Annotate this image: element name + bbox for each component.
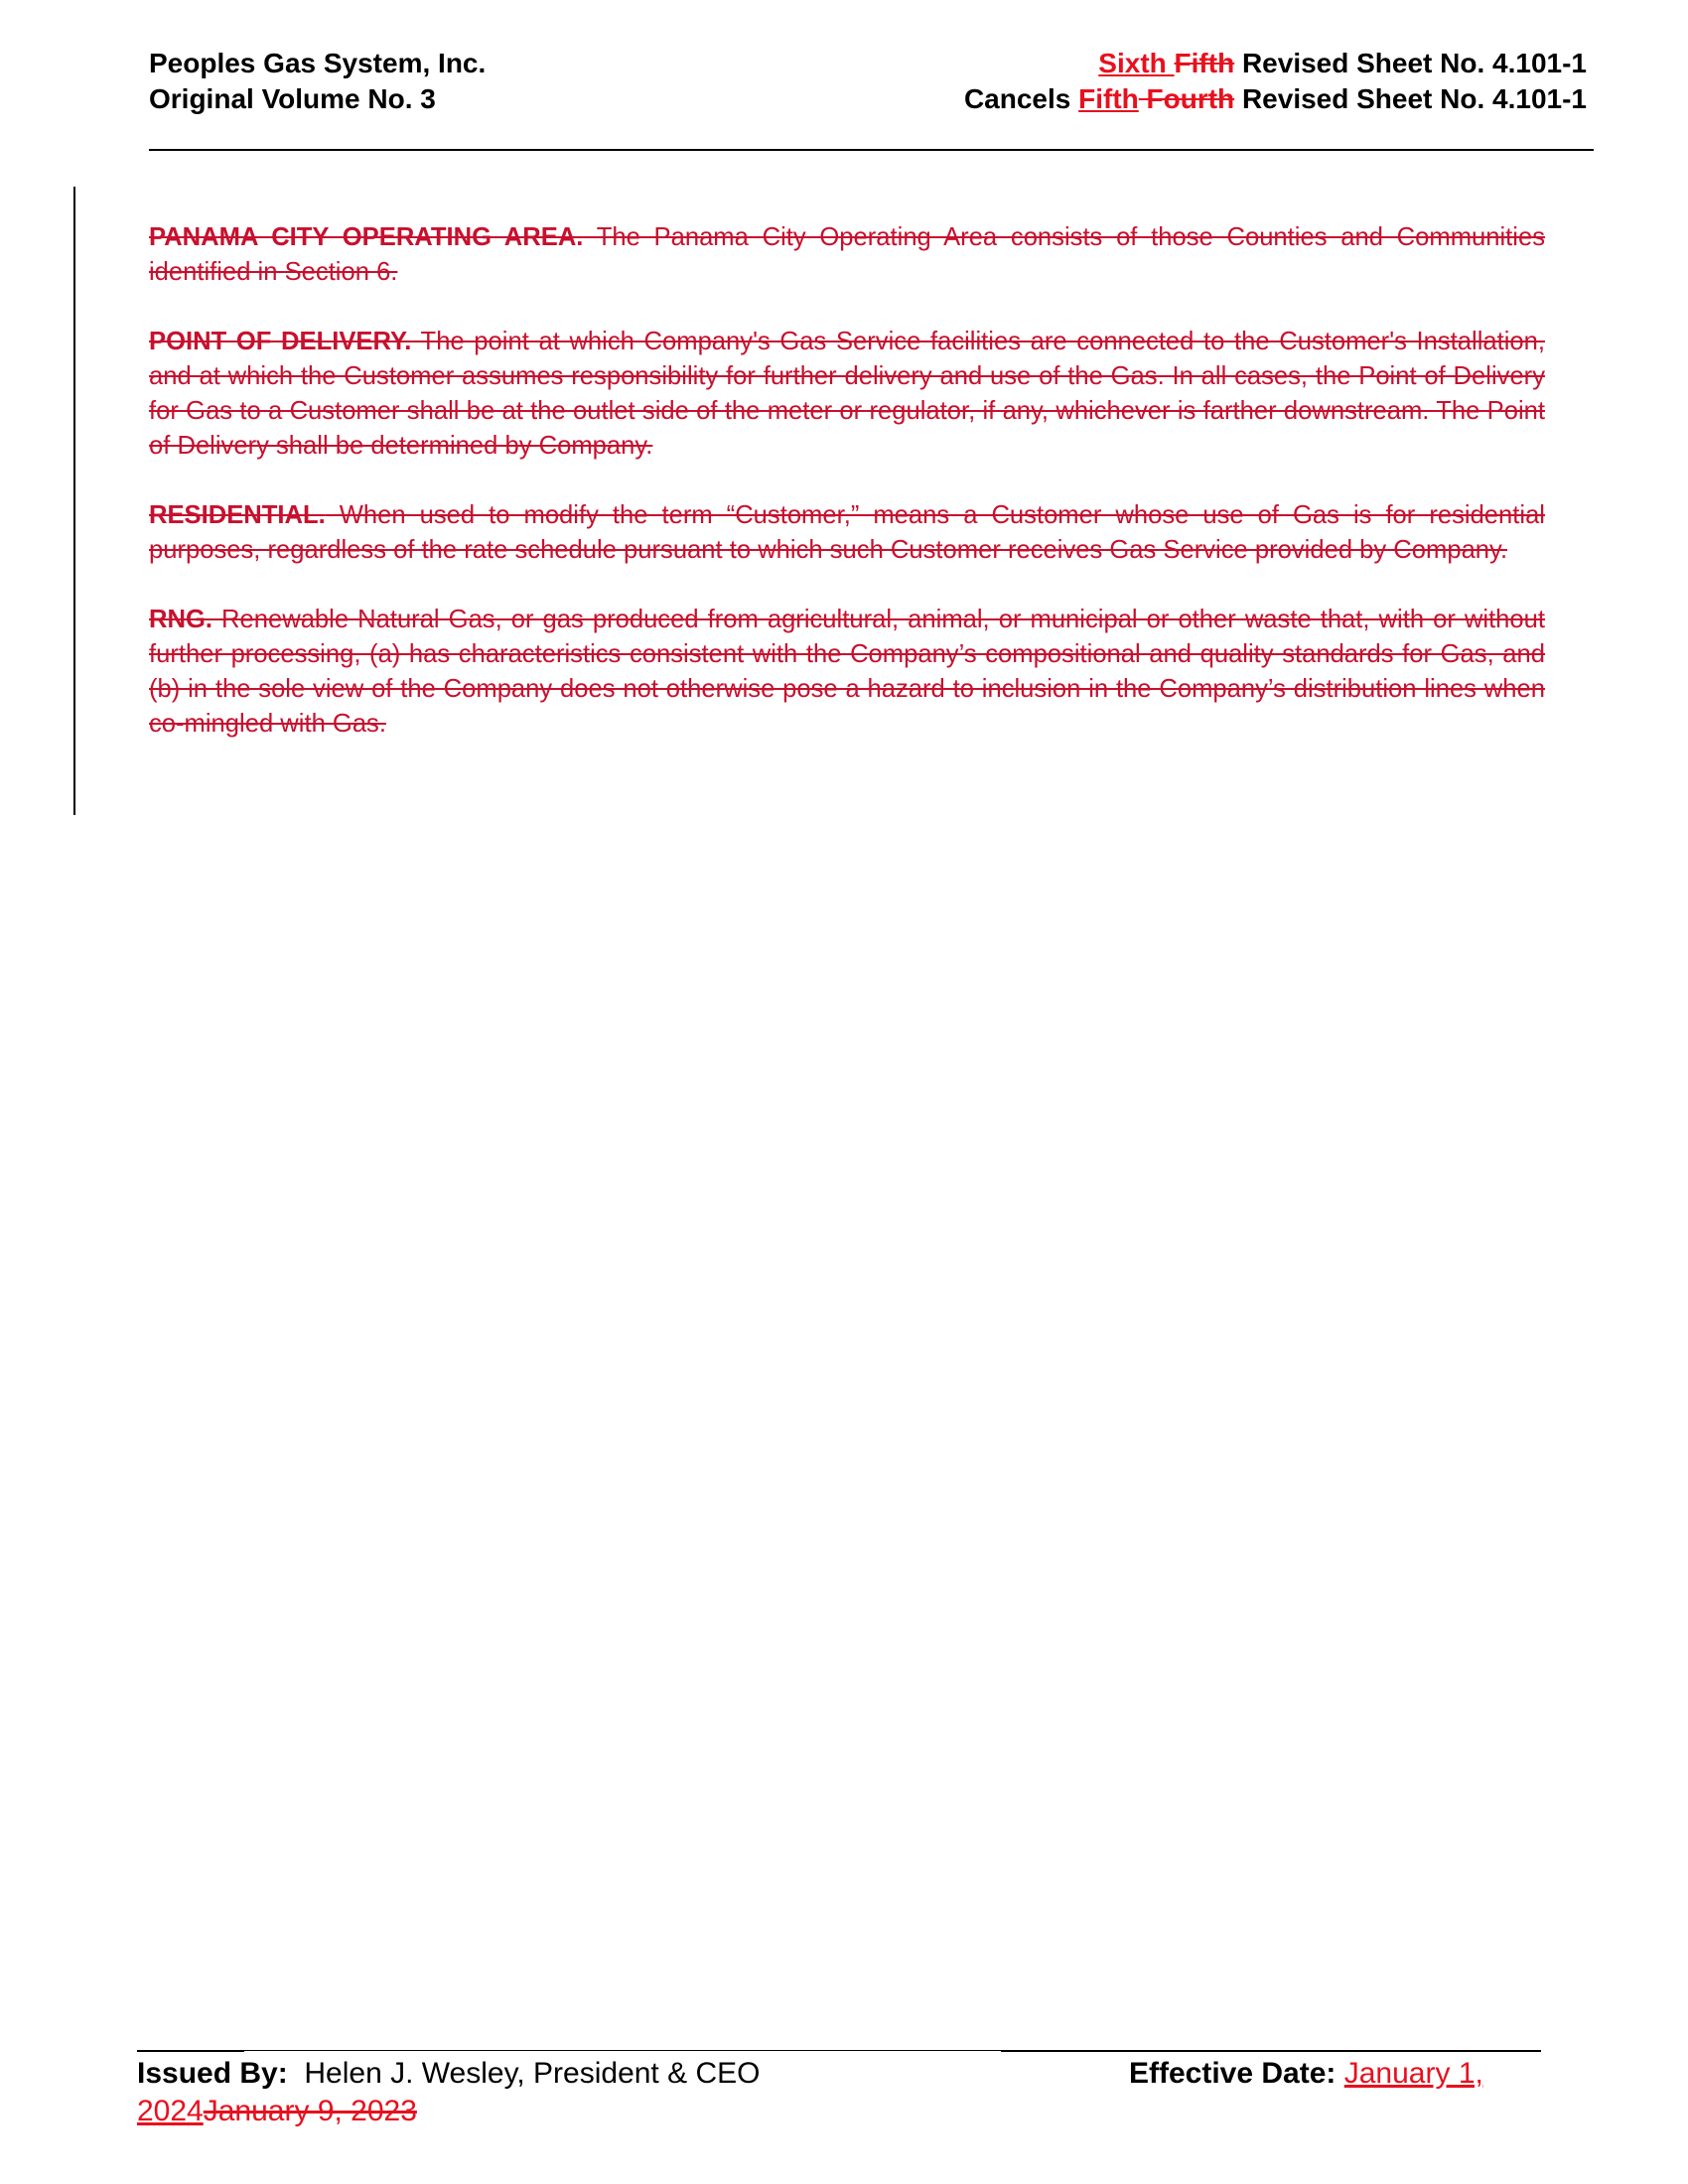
effective-deleted-date: January 9, 2023 xyxy=(203,2095,417,2127)
definition-term: RNG. xyxy=(149,606,212,633)
revision-change-bar xyxy=(73,187,75,815)
issued-value: Helen J. Wesley, President & CEO xyxy=(287,2057,761,2090)
definition-residential xyxy=(149,498,1545,568)
footer-divider-left xyxy=(137,2050,244,2052)
definition-text: Renewable Natural Gas, or gas produced from agricultural, animal, or municipal or other waste that, with or without further processing, (a) has characteristics consistent with the Company’s compositional and quality standards for Gas, and (b) in the sole view of the Company does not otherwise pose a hazard to inclusion in the Company’s distribution lines when co-mingled with Gas. xyxy=(149,606,1545,738)
sheet-deleted: Fifth xyxy=(1174,48,1235,78)
effective-inserted-date: January 1, xyxy=(1343,2057,1483,2090)
cancels-inserted: Fifth xyxy=(1078,83,1139,114)
volume-label: Original Volume No. 3 xyxy=(149,83,436,114)
effective-inserted-year: 2024 xyxy=(137,2095,204,2127)
header-left xyxy=(149,46,486,117)
definition-rng xyxy=(149,603,1545,742)
definition-text: When used to modify the term “Customer,” means a Customer whose use of Gas is for residential purposes, regardless of the rate schedule pursuant to which such Customer receives Gas Service provided by Company. xyxy=(149,501,1545,564)
sheet-inserted: Sixth xyxy=(1098,48,1175,78)
definition-term: POINT OF DELIVERY. xyxy=(149,328,412,355)
footer-divider-right xyxy=(1001,2050,1541,2052)
sheet-number xyxy=(964,46,1587,81)
definition-term: RESIDENTIAL. xyxy=(149,501,326,529)
sheet-rest: Revised Sheet No. 4.101-1 xyxy=(1234,48,1587,78)
issued-by xyxy=(137,2055,760,2093)
definition-term: PANAMA CITY OPERATING AREA. xyxy=(149,223,584,251)
definition-point-of-delivery xyxy=(149,325,1545,464)
header-divider xyxy=(149,149,1594,151)
header-right xyxy=(964,46,1587,117)
cancels-prefix: Cancels xyxy=(963,83,1079,114)
effective-label: Effective Date: xyxy=(1129,2057,1336,2090)
definition-panama-city xyxy=(149,220,1545,290)
document-body xyxy=(149,220,1545,776)
definition-text: The point at which Company's Gas Service facilities are connected to the Customer's Installation, and at which the Customer assumes responsibility for further delivery and use of the Gas. In all cases, the Point of Delivery for Gas to a Customer shall be at the outlet side of the meter or regulator, if any, whichever is farther downstream. The Point of Delivery shall be determined by Company. xyxy=(149,328,1545,460)
cancels-deleted: Fourth xyxy=(1138,83,1235,114)
footer-divider-middle xyxy=(244,2050,1001,2051)
effective-date-continued xyxy=(137,2093,417,2130)
cancels-line xyxy=(964,81,1587,117)
effective-date xyxy=(1129,2055,1483,2093)
company-name: Peoples Gas System, Inc. xyxy=(149,48,487,78)
definition-text: The Panama City Operating Area consists of those Counties and Communities identified in Section 6. xyxy=(149,223,1545,286)
issued-label: Issued By: xyxy=(137,2057,288,2090)
cancels-rest: Revised Sheet No. 4.101-1 xyxy=(1234,83,1587,114)
